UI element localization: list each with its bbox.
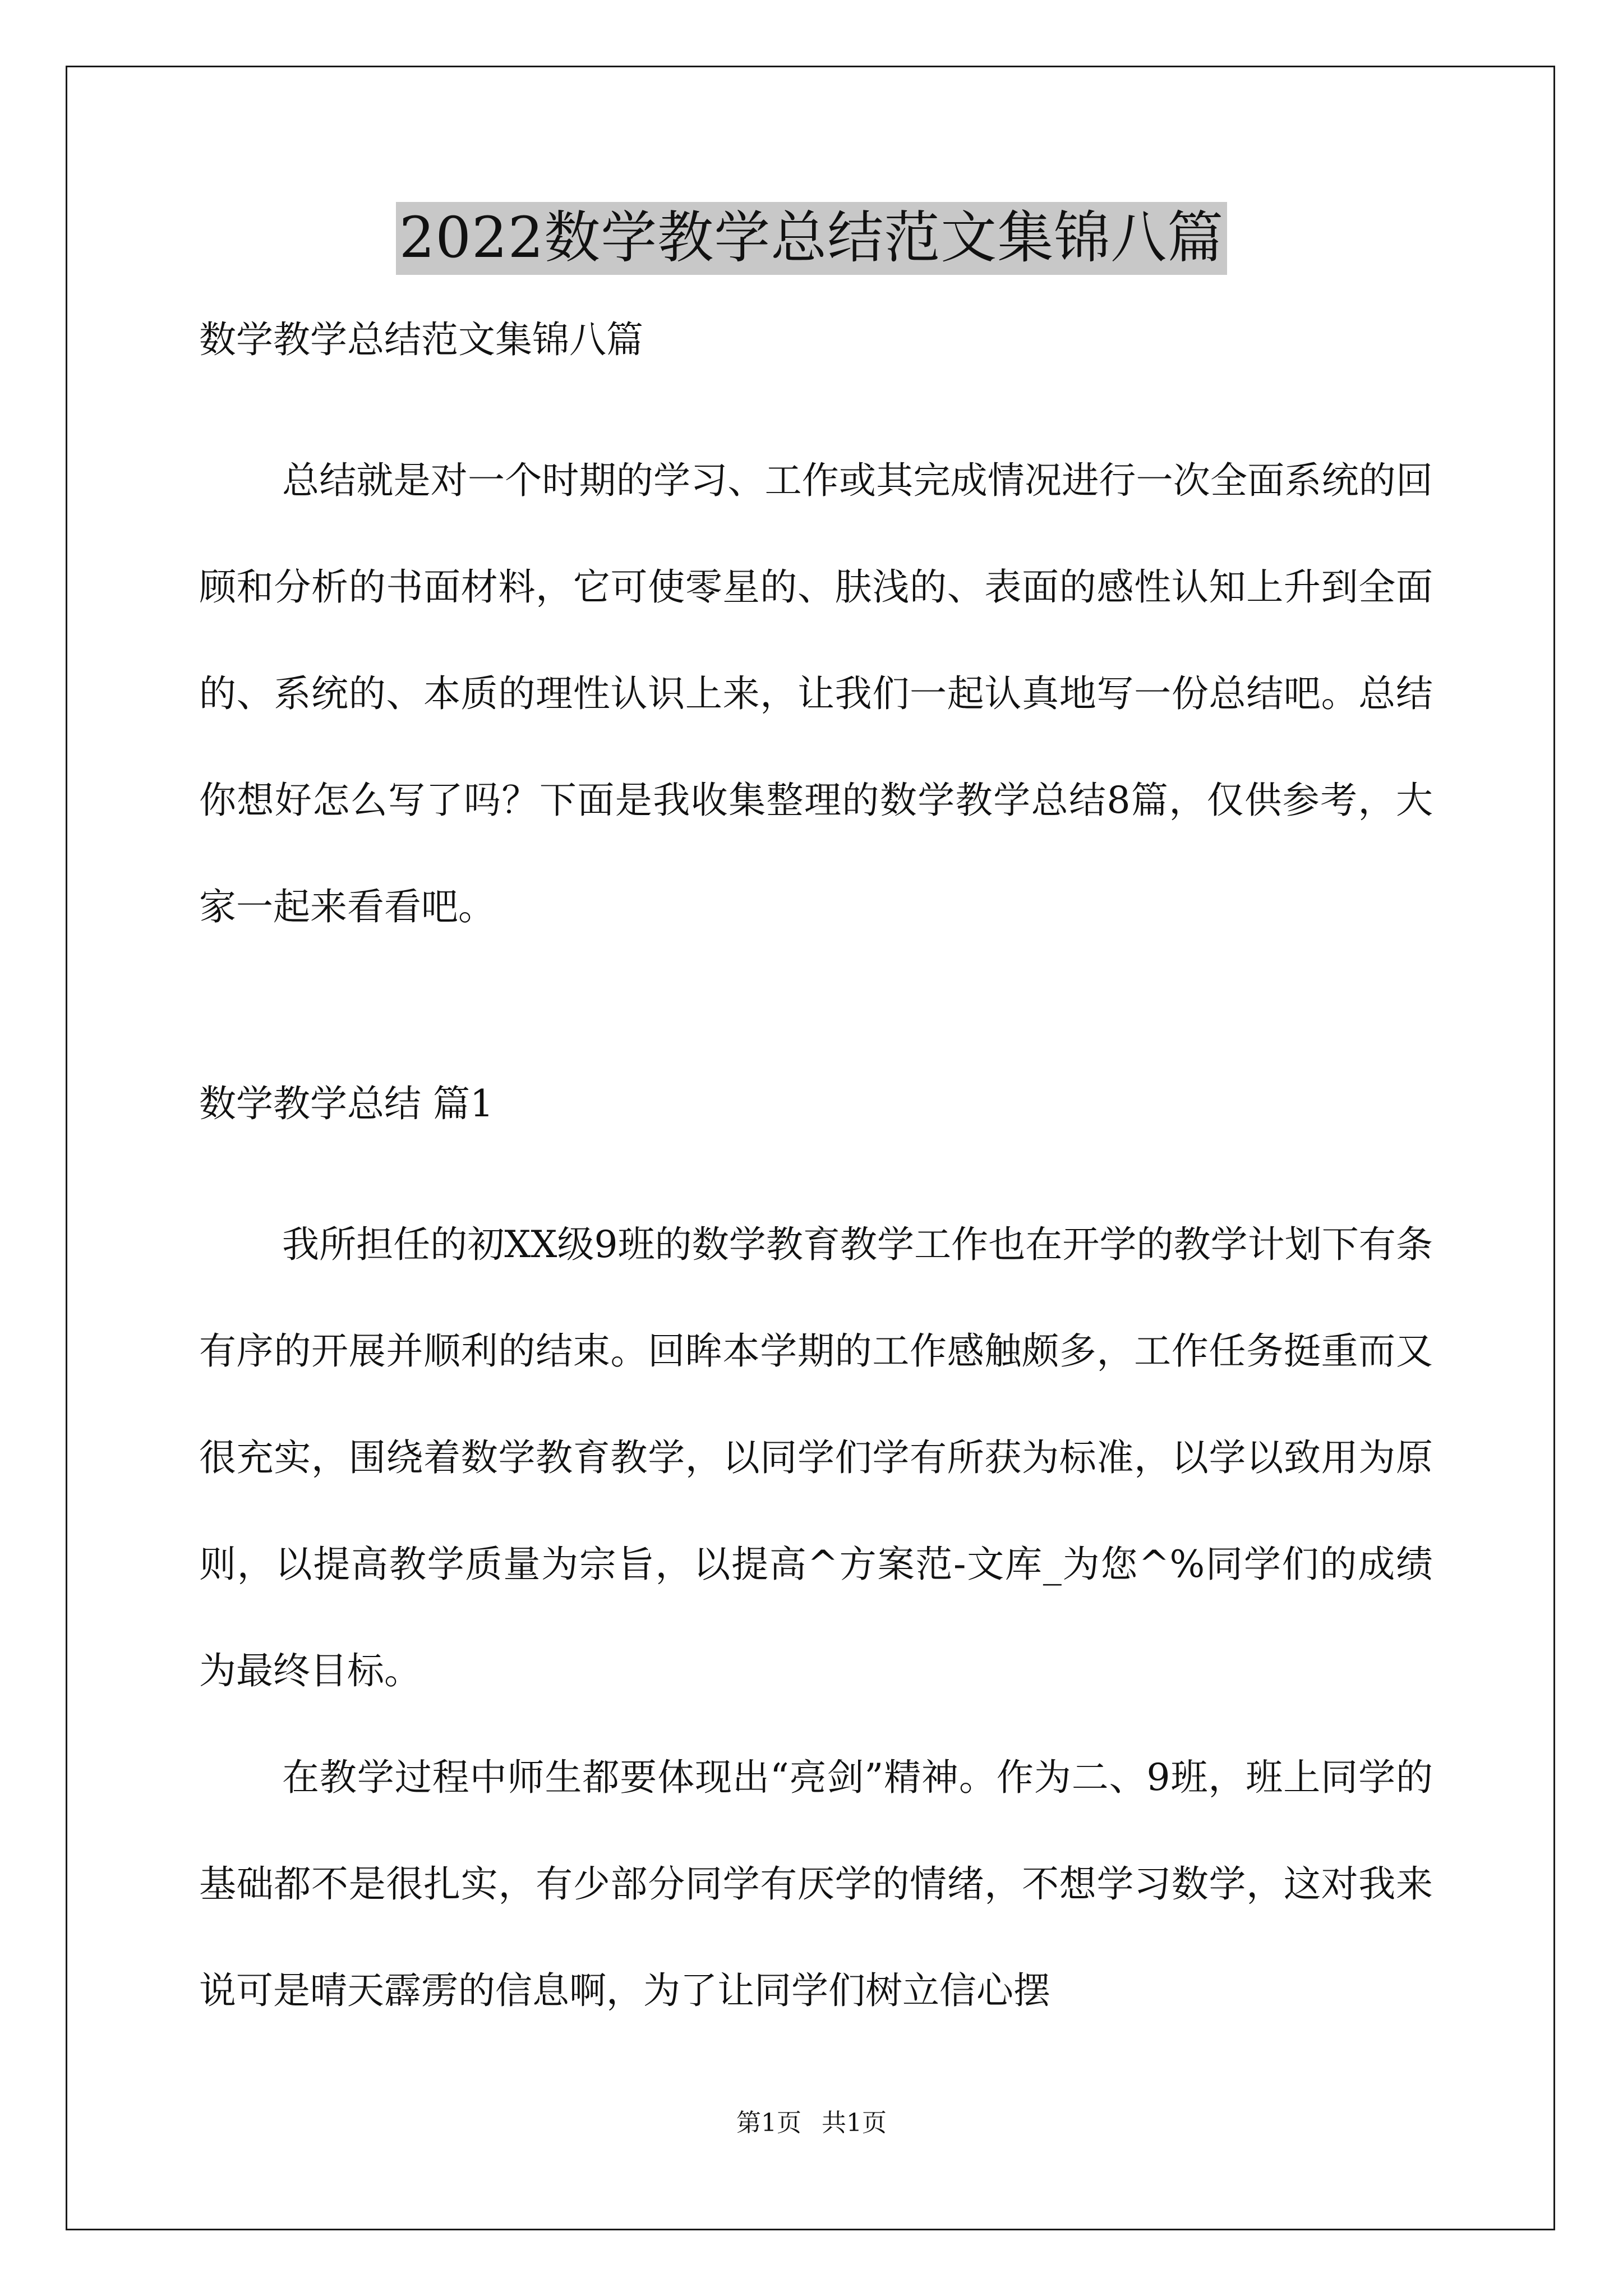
document-body <box>199 314 1433 2044</box>
intro-paragraph: 总结就是对一个时期的学习、工作或其完成情况进行一次全面系统的回顾和分析的书面材料，它可使零星的、肤浅的、表面的感性认知上升到全面的、系统的、本质的理性认识上来，让我们一起认真地写一份总结吧。总结你想好怎么写了吗？下面是我收集整理的数学教学总结8篇，仅供参考，大家一起来看看吧。 <box>199 459 1433 928</box>
page-footer <box>0 2106 1623 2140</box>
spacer <box>199 960 1433 1078</box>
section-heading: 数学教学总结 篇1 <box>199 1082 494 1125</box>
spacer <box>199 1130 1433 1191</box>
page-number: 第1页 <box>736 2109 801 2137</box>
section-paragraph: 在教学过程中师生都要体现出“亮剑”精神。作为二、9班，班上同学的基础都不是很扎实，有少部分同学有厌学的情绪，不想学习数学，这对我来说可是晴天霹雳的信息啊，为了让同学们树立信心摆 <box>199 1756 1433 2012</box>
spacer <box>199 366 1433 427</box>
title-container <box>0 202 1623 275</box>
document-subtitle: 数学教学总结范文集锦八篇 <box>199 318 643 361</box>
page-total: 共1页 <box>822 2109 887 2137</box>
section-paragraph: 我所担任的初XX级9班的数学教育教学工作也在开学的教学计划下有条有序的开展并顺利的结束。回眸本学期的工作感触颇多，工作任务挺重而又很充实，围绕着数学教育教学，以同学们学有所获为标准，以学以致用为原则，以提高教学质量为宗旨，以提高^方案范-文库_为您^%同学们的成绩为最终目标。 <box>199 1223 1433 1692</box>
document-title: 2022数学教学总结范文集锦八篇 <box>396 202 1228 275</box>
